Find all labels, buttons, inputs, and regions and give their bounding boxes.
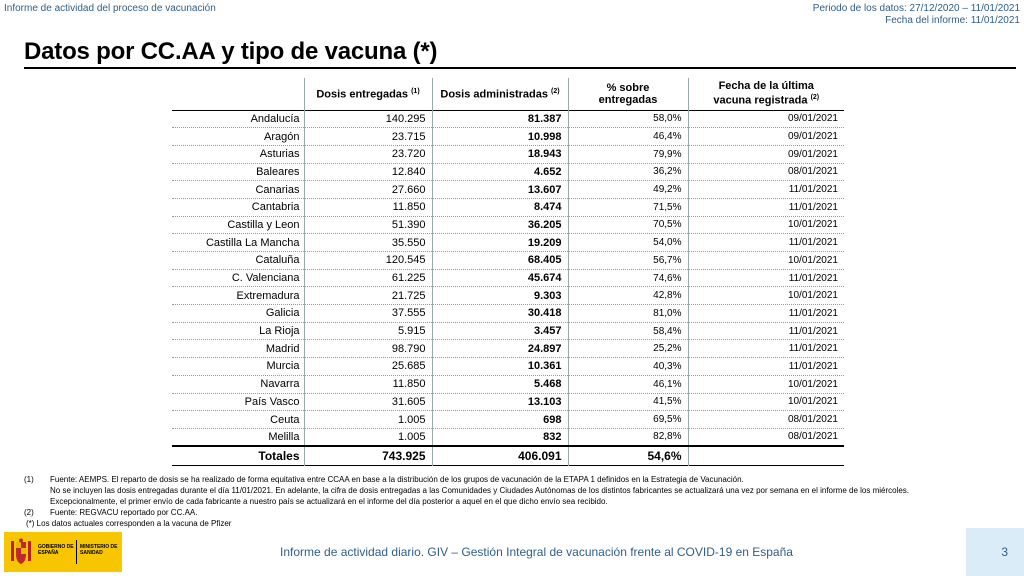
footnote-2: (2) Fuente: REGVACU reportado por CC.AA. xyxy=(24,508,198,517)
cell-region: Baleares xyxy=(172,163,304,181)
cell-region: País Vasco xyxy=(172,393,304,411)
cell-pct: 42,8% xyxy=(568,287,688,305)
cell-pct: 46,4% xyxy=(568,128,688,146)
table-row xyxy=(172,287,844,305)
cell-date: 09/01/2021 xyxy=(688,110,844,128)
cell-region: Andalucía xyxy=(172,110,304,128)
page-number: 3 xyxy=(1001,545,1008,559)
cell-date: 11/01/2021 xyxy=(688,358,844,376)
cell-delivered: 37.555 xyxy=(304,305,432,323)
table-row xyxy=(172,393,844,411)
logo-ministerio: MINISTERIO DE SANIDAD xyxy=(80,544,118,556)
table-row xyxy=(172,234,844,252)
cell-pct: 41,5% xyxy=(568,393,688,411)
cell-region: Cataluña xyxy=(172,252,304,270)
header-pct: % sobre entregadas xyxy=(568,78,688,110)
cell-administered: 30.418 xyxy=(432,305,568,323)
cell-region: Canarias xyxy=(172,181,304,199)
cell-delivered: 140.295 xyxy=(304,110,432,128)
table-row xyxy=(172,322,844,340)
cell-delivered: 51.390 xyxy=(304,216,432,234)
cell-delivered: 98.790 xyxy=(304,340,432,358)
cell-administered: 5.468 xyxy=(432,375,568,393)
cell-pct: 69,5% xyxy=(568,411,688,429)
cell-date: 10/01/2021 xyxy=(688,287,844,305)
header-last-date: Fecha de la última vacuna registrada $^{(2)}$ xyxy=(688,78,844,110)
cell-administered: 8.474 xyxy=(432,198,568,216)
cell-region: Murcia xyxy=(172,358,304,376)
page-title: Datos por CC.AA y tipo de vacuna (*) xyxy=(24,38,438,65)
table-row xyxy=(172,411,844,429)
cell-delivered: 1.005 xyxy=(304,411,432,429)
cell-administered: 10.998 xyxy=(432,128,568,146)
cell-pct: 46,1% xyxy=(568,375,688,393)
cell-region: La Rioja xyxy=(172,322,304,340)
cell-region: Asturias xyxy=(172,145,304,163)
cell-pct: 82,8% xyxy=(568,428,688,446)
cell-region: Ceuta xyxy=(172,411,304,429)
cell-date: 08/01/2021 xyxy=(688,163,844,181)
cell-delivered: 23.715 xyxy=(304,128,432,146)
table-row xyxy=(172,269,844,287)
cell-administered: 9.303 xyxy=(432,287,568,305)
cell-pct: 71,5% xyxy=(568,198,688,216)
cell-delivered: 11.850 xyxy=(304,198,432,216)
vaccination-table xyxy=(172,78,844,466)
table-header-row xyxy=(172,78,844,110)
header-delivered: Dosis entregadas $^{(1)}$ xyxy=(304,78,432,110)
cell-pct: 79,9% xyxy=(568,145,688,163)
header-period: Periodo de los datos: 27/12/2020 – 11/01/2021 xyxy=(812,3,1020,14)
cell-administered: 36.205 xyxy=(432,216,568,234)
cell-administered: 13.607 xyxy=(432,181,568,199)
table-row xyxy=(172,252,844,270)
cell-delivered: 5.915 xyxy=(304,322,432,340)
table-row xyxy=(172,358,844,376)
footnotes xyxy=(24,474,1014,529)
footer-title: Informe de actividad diario. GIV – Gestión Integral de vacunación frente al COVID-19 en España xyxy=(280,545,793,559)
header-dates xyxy=(813,3,1020,27)
cell-pct: 40,3% xyxy=(568,358,688,376)
cell-delivered: 12.840 xyxy=(304,163,432,181)
cell-date: 11/01/2021 xyxy=(688,340,844,358)
cell-date: 10/01/2021 xyxy=(688,393,844,411)
cell-delivered: 21.725 xyxy=(304,287,432,305)
header-administered: Dosis administradas $^{(2)}$ xyxy=(432,78,568,110)
cell-date: 09/01/2021 xyxy=(688,145,844,163)
totals-delivered: 743.925 xyxy=(304,446,432,465)
cell-pct: 58,0% xyxy=(568,110,688,128)
cell-region: Madrid xyxy=(172,340,304,358)
cell-date: 11/01/2021 xyxy=(688,322,844,340)
cell-date: 11/01/2021 xyxy=(688,181,844,199)
totals-row xyxy=(172,446,844,465)
cell-region: Extremadura xyxy=(172,287,304,305)
logo-separator xyxy=(76,540,77,564)
footer xyxy=(0,528,1024,576)
table-row xyxy=(172,110,844,128)
cell-date: 09/01/2021 xyxy=(688,128,844,146)
cell-date: 08/01/2021 xyxy=(688,428,844,446)
cell-region: Cantabria xyxy=(172,198,304,216)
cell-pct: 58,4% xyxy=(568,322,688,340)
cell-delivered: 120.545 xyxy=(304,252,432,270)
cell-pct: 70,5% xyxy=(568,216,688,234)
cell-date: 10/01/2021 xyxy=(688,216,844,234)
cell-delivered: 35.550 xyxy=(304,234,432,252)
cell-pct: 54,0% xyxy=(568,234,688,252)
cell-pct: 49,2% xyxy=(568,181,688,199)
table-row xyxy=(172,145,844,163)
cell-administered: 18.943 xyxy=(432,145,568,163)
cell-delivered: 27.660 xyxy=(304,181,432,199)
header-region xyxy=(172,78,304,110)
cell-delivered: 11.850 xyxy=(304,375,432,393)
cell-region: Castilla La Mancha xyxy=(172,234,304,252)
cell-pct: 56,7% xyxy=(568,252,688,270)
table-row xyxy=(172,181,844,199)
cell-administered: 698 xyxy=(432,411,568,429)
cell-date: 11/01/2021 xyxy=(688,305,844,323)
footnote-1: (1) Fuente: AEMPS. El reparto de dosis se ha realizado de forma equitativa entre CCAA en base a la distribución de los grupos de vacunación de la ETAPA 1 definidos en la Estrategia de Vacunación. xyxy=(24,475,744,484)
cell-administered: 19.209 xyxy=(432,234,568,252)
table-row xyxy=(172,305,844,323)
footnote-1-line-2: No se incluyen las dosis entregadas durante el día 11/01/2021. En adelante, la cifra de dosis entregadas a las Comunidades y Ciudades Autónomas de los distintos fabricantes se actualizará una vez por semana en el informe de los miércoles. xyxy=(50,486,910,495)
cell-pct: 25,2% xyxy=(568,340,688,358)
cell-date: 10/01/2021 xyxy=(688,252,844,270)
header-report-name: Informe de actividad del proceso de vacunación xyxy=(4,3,216,14)
footnote-1-line-3: Excepcionalmente, el primer envío de cada fabricante a nuestro país se actualizará en el informe del día posterior a aquel en el que dicho envío sea recibido. xyxy=(50,497,608,506)
cell-delivered: 1.005 xyxy=(304,428,432,446)
cell-region: Melilla xyxy=(268,430,300,443)
coat-of-arms-icon xyxy=(10,538,32,566)
table-row xyxy=(172,375,844,393)
cell-date: 08/01/2021 xyxy=(688,411,844,429)
cell-date: 10/01/2021 xyxy=(688,375,844,393)
table-row xyxy=(172,340,844,358)
page-number-box xyxy=(966,528,1024,576)
cell-date: 11/01/2021 xyxy=(688,269,844,287)
cell-pct: 36,2% xyxy=(568,163,688,181)
cell-administered: 24.897 xyxy=(432,340,568,358)
cell-delivered: 23.720 xyxy=(304,145,432,163)
totals-pct: 54,6% xyxy=(568,446,688,465)
cell-pct: 81,0% xyxy=(568,305,688,323)
table-row xyxy=(172,163,844,181)
cell-administered: 81.387 xyxy=(432,110,568,128)
government-logo xyxy=(4,532,122,572)
cell-region: Castilla y Leon xyxy=(172,216,304,234)
cell-pct: 74,6% xyxy=(568,269,688,287)
title-underline xyxy=(24,67,1016,69)
cell-administered: 4.652 xyxy=(432,163,568,181)
footnote-star: (*) Los datos actuales corresponden a la vacuna de Pfizer xyxy=(26,519,232,528)
cell-date: 11/01/2021 xyxy=(688,234,844,252)
cell-region: C. Valenciana xyxy=(172,269,304,287)
totals-empty xyxy=(688,446,844,465)
cell-administered: 10.361 xyxy=(432,358,568,376)
logo-gobierno: GOBIERNO DE ESPAÑA xyxy=(38,544,74,556)
cell-region: Navarra xyxy=(172,375,304,393)
cell-delivered: 25.685 xyxy=(304,358,432,376)
totals-administered: 406.091 xyxy=(432,446,568,465)
cell-date: 11/01/2021 xyxy=(688,198,844,216)
cell-administered: 68.405 xyxy=(432,252,568,270)
cell-region: Galicia xyxy=(172,305,304,323)
table-row xyxy=(172,428,844,446)
totals-label: Totales xyxy=(258,448,300,463)
cell-region: Aragón xyxy=(172,128,304,146)
table-row xyxy=(172,198,844,216)
cell-administered: 13.103 xyxy=(432,393,568,411)
header-report-date: Fecha del informe: 11/01/2021 xyxy=(885,15,1020,26)
table-row xyxy=(172,216,844,234)
cell-delivered: 61.225 xyxy=(304,269,432,287)
cell-delivered: 31.605 xyxy=(304,393,432,411)
cell-administered: 3.457 xyxy=(432,322,568,340)
cell-administered: 45.674 xyxy=(432,269,568,287)
cell-administered: 832 xyxy=(432,428,568,446)
table-row xyxy=(172,128,844,146)
